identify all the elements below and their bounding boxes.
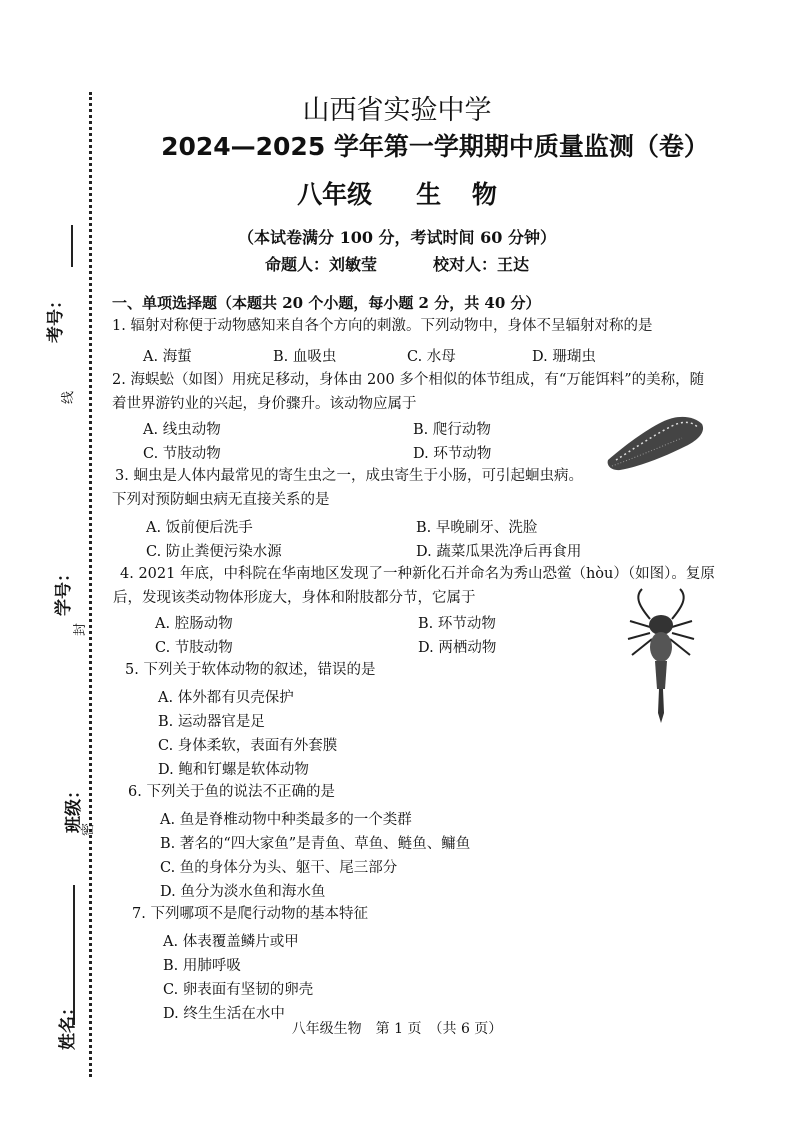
exam-number-label: 考号： [46,292,66,343]
q7-option-a: A. 体表覆盖鳞片或甲 [163,934,299,950]
q1-option-d: D. 珊瑚虫 [532,349,596,365]
exam-info: （本试卷满分 100 分，考试时间 60 分钟） [238,228,556,247]
question-3-stem-line2: 下列对预防蛔虫病无直接关系的是 [112,492,330,508]
proofreader: 校对人：王达 [433,255,530,274]
q3-option-b: B. 早晚刷牙、洗脸 [416,520,538,536]
authors-line [0,252,794,275]
question-3-stem-line1: 3. 蛔虫是人体内最常见的寄生虫之一，成虫寄生于小肠，可引起蛔虫病。 [115,468,583,484]
class-label: 班级： [64,782,84,833]
q3-option-a: A. 饭前便后洗手 [146,520,253,536]
binding-mark-mi: 密 [81,822,97,837]
q5-option-a: A. 体外都有贝壳保护 [158,690,294,706]
q5-option-b: B. 运动器官是足 [158,714,265,730]
q6-option-c: C. 鱼的身体分为头、躯干、尾三部分 [160,860,398,876]
student-number-label: 学号： [54,565,74,616]
q2-option-d: D. 环节动物 [413,446,492,462]
eurypterid-image [620,585,702,727]
q7-option-d: D. 终生生活在水中 [163,1006,285,1022]
q6-option-a: A. 鱼是脊椎动物中种类最多的一个类群 [160,812,412,828]
q7-option-b: B. 用肺呼吸 [163,958,241,974]
q4-option-d: D. 两栖动物 [418,640,497,656]
name-label: 姓名： [58,999,78,1050]
subject-label: 生 物 [416,180,497,209]
exam-title: 2024—2025 学年第一学期期中质量监测（卷） [161,132,709,161]
binding-mark-xian: 线 [61,390,77,405]
grade-label: 八年级 [297,180,373,209]
question-7-stem: 7. 下列哪项不是爬行动物的基本特征 [132,906,368,922]
q1-option-c: C. 水母 [407,349,456,365]
q3-option-d: D. 蔬菜瓜果洗净后再食用 [416,544,582,560]
q6-option-d: D. 鱼分为淡水鱼和海水鱼 [160,884,326,900]
q1-option-b: B. 血吸虫 [273,349,337,365]
question-4-stem-line1: 4. 2021 年底，中科院在华南地区发现了一种新化石并命名为秀山恐鲎（hòu）（如图）。复原 [120,566,715,582]
question-4-stem-line2: 后，发现该类动物体形庞大，身体和附肢都分节，它属于 [113,590,476,606]
section-heading: 一、单项选择题（本题共 20 个小题，每小题 2 分，共 40 分） [112,294,541,312]
question-2-stem-line1: 2. 海蜈蚣（如图）用疣足移动，身体由 200 多个相似的体节组成，有“万能饵料”的美称，随 [112,372,705,388]
q5-option-c: C. 身体柔软，表面有外套膜 [158,738,338,754]
grade-subject [0,175,794,211]
sea-centipede-image [602,408,710,474]
question-1-stem: 1. 辐射对称便于动物感知来自各个方向的刺激。下列动物中，身体不呈辐射对称的是 [112,318,653,334]
school-name: 山西省实验中学 [302,95,492,126]
q4-option-c: C. 节肢动物 [155,640,233,656]
q7-option-c: C. 卵表面有坚韧的卵壳 [163,982,314,998]
q4-option-a: A. 腔肠动物 [155,616,233,632]
q5-option-d: D. 鲍和钉螺是软体动物 [158,762,309,778]
page-footer: 八年级生物 第 1 页 （共 6 页） [291,1021,503,1037]
q2-option-c: C. 节肢动物 [143,446,221,462]
q2-option-b: B. 爬行动物 [413,422,491,438]
author: 命题人：刘敏莹 [264,255,377,274]
question-5-stem: 5. 下列关于软体动物的叙述，错误的是 [125,662,376,678]
q4-option-b: B. 环节动物 [418,616,496,632]
q3-option-c: C. 防止粪便污染水源 [146,544,282,560]
question-6-stem: 6. 下列关于鱼的说法不正确的是 [128,784,335,800]
q6-option-b: B. 著名的“四大家鱼”是青鱼、草鱼、鲢鱼、鳙鱼 [160,836,471,852]
question-2-stem-line2: 着世界游钓业的兴起，身价骤升。该动物应属于 [112,396,417,412]
q1-option-a: A. 海蜇 [143,349,192,365]
q2-option-a: A. 线虫动物 [143,422,221,438]
binding-mark-feng: 封 [73,622,89,637]
